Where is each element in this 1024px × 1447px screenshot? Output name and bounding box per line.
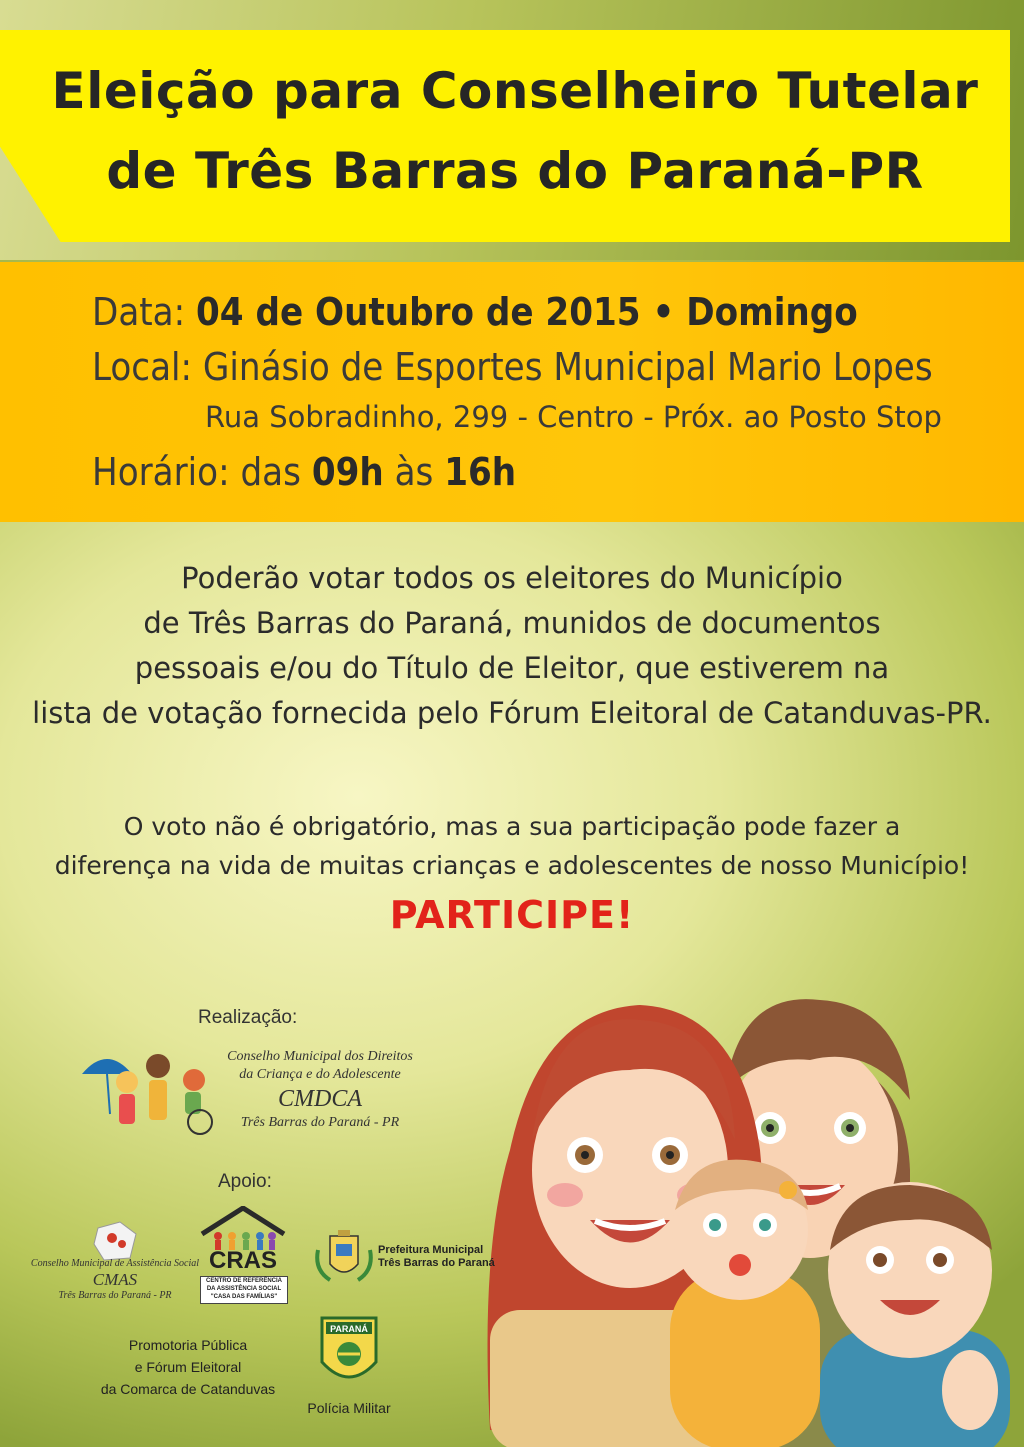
location-line (92, 345, 933, 389)
time-line (92, 450, 516, 494)
cmdca-line-2: da Criança e do Adolescente (239, 1067, 401, 1082)
time-as: às (394, 450, 434, 494)
cras-line-1: CENTRO DE REFERÊNCIA (205, 1278, 282, 1284)
cras-acronym: CRAS (208, 1247, 277, 1274)
date-label: Data: (92, 290, 186, 334)
policia-caption: Polícia Militar (307, 1400, 391, 1416)
promotoria-line-2: e Fórum Eleitoral (134, 1359, 242, 1375)
time-end: 16h (444, 450, 517, 494)
title-line-2: de Três Barras do Paraná-PR (106, 142, 924, 200)
cras-subtitle-box (200, 1276, 288, 1304)
cras-house-logo (200, 1206, 286, 1252)
cmdca-name (215, 1048, 425, 1132)
prefeitura-name (378, 1244, 495, 1270)
promotoria-text (88, 1334, 288, 1400)
cmas-city: Três Barras do Paraná - PR (58, 1290, 172, 1301)
cras-line-3: "CASA DAS FAMÍLIAS" (210, 1294, 278, 1300)
time-das: das (240, 450, 301, 494)
cras-line-2: DA ASSISTÊNCIA SOCIAL (206, 1286, 282, 1292)
realizacao-label: Realização: (198, 1007, 298, 1028)
title-line-1: Eleição para Conselheiro Tutelar (51, 62, 979, 120)
cmas-name (30, 1258, 200, 1302)
prefeitura-line-1: Prefeitura Municipal (378, 1244, 484, 1256)
time-label: Horário: (92, 450, 230, 494)
participe-call-to-action: PARTICIPE! (389, 893, 635, 937)
eligibility-line: de Três Barras do Paraná, munidos de documentos (143, 606, 881, 640)
promotoria-line-3: da Comarca de Catanduvas (100, 1381, 276, 1397)
apoio-label: Apoio: (218, 1171, 272, 1192)
address-line: Rua Sobradinho, 299 - Centro - Próx. ao Posto Stop (205, 400, 942, 434)
cmdca-city: Três Barras do Paraná - PR (240, 1115, 400, 1130)
date-line (92, 290, 858, 334)
motivation-line: O voto não é obrigatório, mas a sua participação pode fazer a (123, 812, 901, 841)
date-value: 04 de Outubro de 2015 • Domingo (196, 290, 858, 334)
cmdca-acronym: CMDCA (278, 1086, 362, 1112)
prefeitura-coat-of-arms (314, 1230, 374, 1286)
cmas-acronym: CMAS (92, 1270, 138, 1289)
policia-militar-badge (316, 1314, 382, 1392)
time-start: 09h (311, 450, 384, 494)
cmdca-line-1: Conselho Municipal dos Direitos (227, 1049, 413, 1064)
eligibility-line: Poderão votar todos os eleitores do Município (181, 561, 843, 595)
cmas-line-1: Conselho Municipal de Assistência Social (30, 1258, 200, 1269)
promotoria-line-1: Promotoria Pública (128, 1337, 248, 1353)
eligibility-paragraph (0, 556, 1024, 736)
family-illustration (470, 950, 1024, 1447)
motivation-paragraph (0, 807, 1024, 885)
motivation-line: diferença na vida de muitas crianças e adolescentes de nosso Município! (54, 851, 970, 880)
cmdca-children-logo (82, 1044, 232, 1136)
prefeitura-line-2: Três Barras do Paraná (378, 1257, 495, 1269)
son-figure (820, 1182, 1010, 1447)
eligibility-line: lista de votação fornecida pelo Fórum Eleitoral de Catanduvas-PR. (32, 696, 992, 730)
location-value: Ginásio de Esportes Municipal Mario Lopes (202, 345, 933, 389)
eligibility-line: pessoais e/ou do Título de Eleitor, que estiverem na (134, 651, 890, 685)
baby-figure (670, 1160, 820, 1447)
location-label: Local: (92, 345, 193, 389)
badge-text: PARANÁ (330, 1324, 368, 1334)
